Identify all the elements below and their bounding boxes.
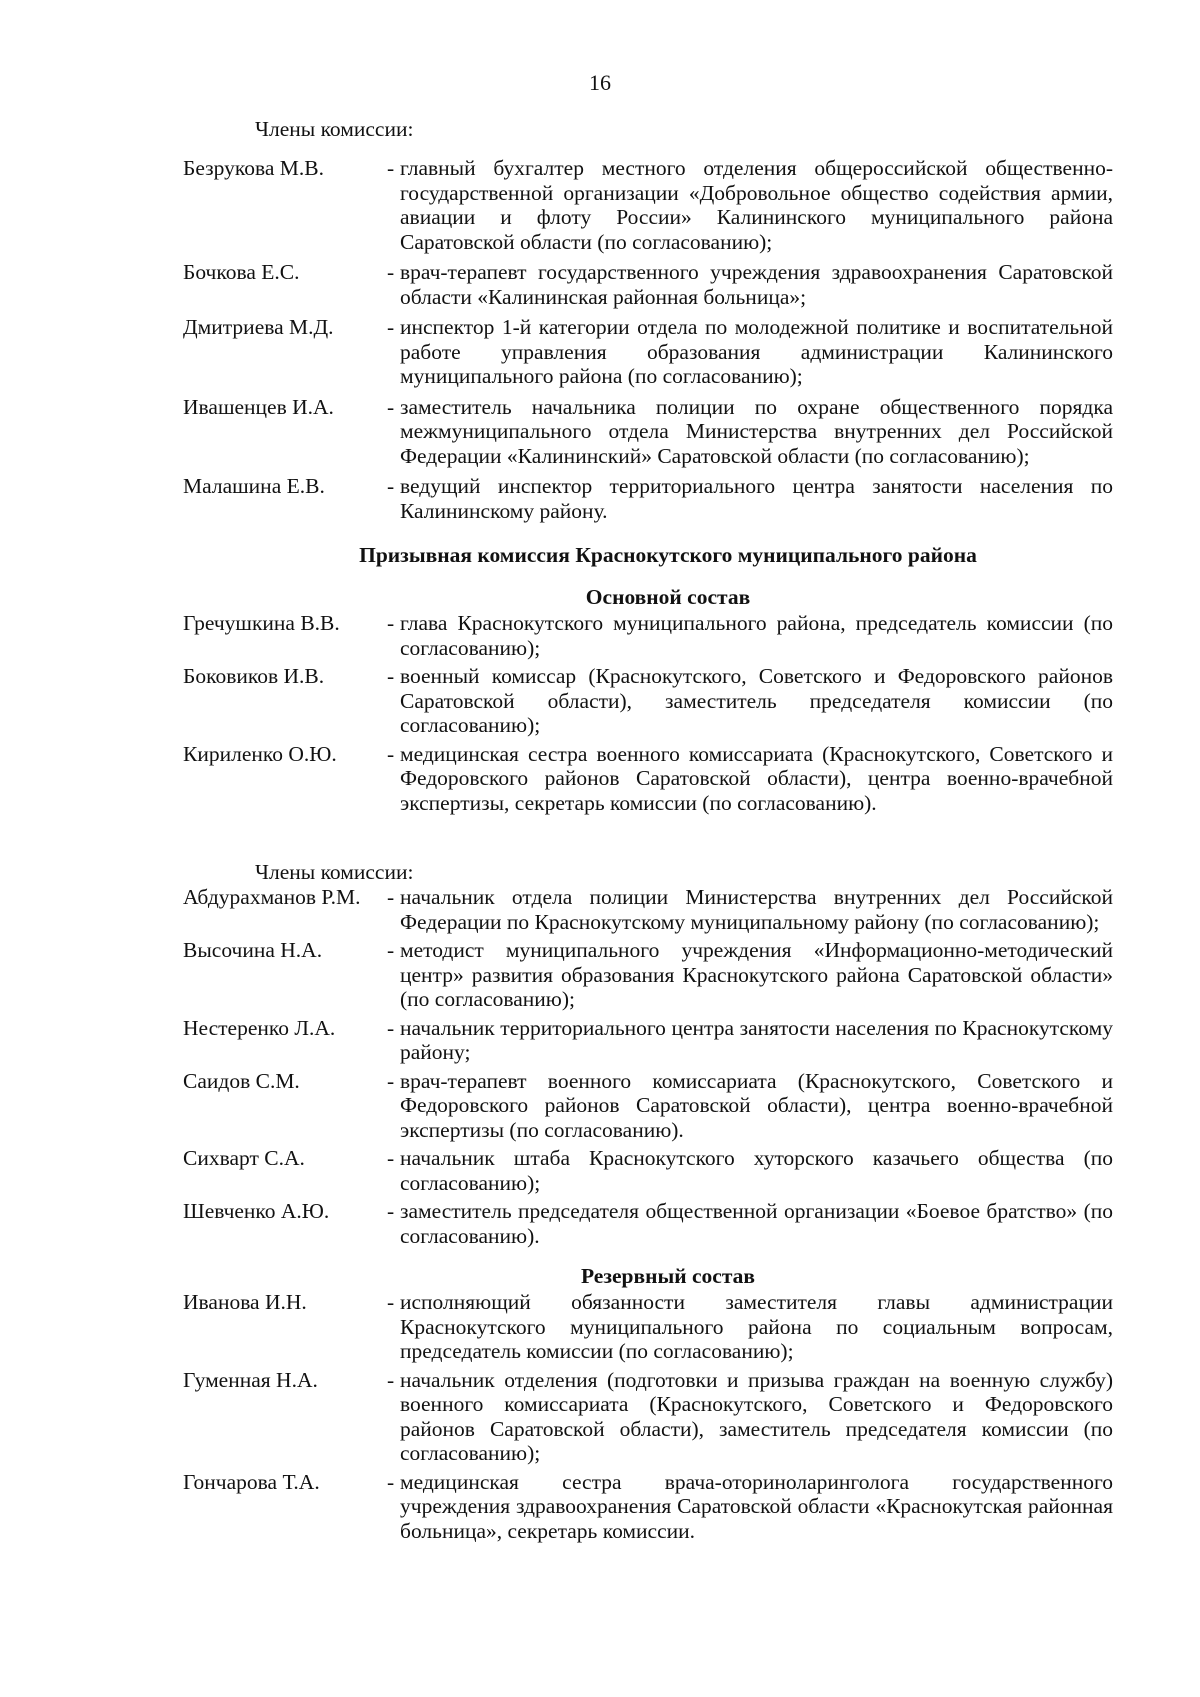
member-role: - военный комиссар (Краснокутского, Советского и Федоровского районов Саратовской области), заместитель председателя комиссии (по согласованию);: [383, 664, 1113, 738]
member-name: Ивашенцев И.А.: [183, 394, 334, 419]
member-role: - глава Краснокутского муниципального района, председатель комиссии (по согласованию);: [383, 611, 1113, 660]
main-composition-heading: Основной состав: [585, 585, 751, 609]
document-body: [183, 116, 1113, 1543]
member-role: - инспектор 1-й категории отдела по молодежной политике и воспитательной работе управления образования администрации Калининского муниципального района (по согласованию);: [383, 315, 1113, 389]
member-row: [183, 1290, 1113, 1364]
member-name: Сихварт С.А.: [183, 1146, 305, 1170]
member-role: - врач-терапевт государственного учреждения здравоохранения Саратовской области «Калининская районная больница»;: [383, 260, 1113, 309]
member-name: Высочина Н.А.: [183, 938, 323, 962]
member-role: - методист муниципального учреждения «Информационно-методический центр» развития образования Краснокутского района Саратовской области» (по согласованию);: [383, 938, 1113, 1012]
member-name: Малашина Е.В.: [183, 474, 325, 498]
member-row: [183, 1146, 1113, 1195]
member-row: [183, 1368, 1113, 1466]
main-composition-list: [183, 611, 1113, 815]
member-row: [183, 156, 1113, 254]
member-row: [183, 611, 1113, 660]
member-name: Боковиков И.В.: [183, 664, 325, 688]
members-label: Члены комиссии:: [255, 117, 414, 141]
reserve-composition-list: [183, 1290, 1113, 1543]
member-row: [183, 742, 1113, 816]
member-role: - ведущий инспектор территориального центра занятости населения по Калининскому району.: [383, 474, 1113, 523]
member-row: [183, 395, 1113, 469]
commission-title: Призывная комиссия Краснокутского муниципального района: [359, 543, 977, 567]
member-name: Безрукова М.В.: [183, 156, 324, 180]
member-role: - исполняющий обязанности заместителя главы администрации Краснокутского муниципального района по социальным вопросам, председатель комиссии (по согласованию);: [383, 1290, 1113, 1364]
member-row: [183, 315, 1113, 389]
member-role: - главный бухгалтер местного отделения общероссийской общественно-государственной организации «Добровольное общество содействия армии, авиации и флоту России» Калининского муниципального района Саратовской области (по согласованию);: [383, 156, 1113, 254]
member-name: Шевченко А.Ю.: [183, 1199, 330, 1223]
member-name: Иванова И.Н.: [183, 1290, 307, 1314]
member-role: - начальник территориального центра занятости населения по Краснокутскому району;: [383, 1016, 1113, 1065]
member-role: - медицинская сестра военного комиссариата (Краснокутского, Советского и Федоровского районов Саратовской области), центра военно-врачебной экспертизы, секретарь комиссии (по согласованию).: [383, 742, 1113, 816]
member-row: [183, 1470, 1113, 1544]
member-role: - медицинская сестра врача-оториноларинголога государственного учреждения здравоохранения Саратовской области «Краснокутская районная больница», секретарь комиссии.: [383, 1470, 1113, 1544]
member-role: - начальник штаба Краснокутского хуторского казачьего общества (по согласованию);: [383, 1146, 1113, 1195]
member-role: - врач-терапевт военного комиссариата (Краснокутского, Советского и Федоровского районов Саратовской области), центра военно-врачебной экспертизы (по согласованию).: [383, 1069, 1113, 1143]
member-name: Дмитриева М.Д.: [183, 315, 334, 339]
member-role: - начальник отдела полиции Министерства внутренних дел Российской Федерации по Краснокутскому муниципальному району (по согласованию);: [383, 885, 1113, 934]
member-row: [183, 664, 1113, 738]
member-name: Гуменная Н.А.: [183, 1367, 318, 1392]
members-label: Члены комиссии:: [255, 860, 414, 884]
member-row: [183, 1016, 1113, 1065]
member-name: Гончарова Т.А.: [183, 1469, 320, 1494]
member-name: Абдурахманов Р.М.: [183, 885, 361, 909]
member-row: [183, 1069, 1113, 1143]
section2-members-list: [183, 885, 1113, 1248]
page-number: 16: [589, 70, 611, 95]
member-name: Саидов С.М.: [183, 1068, 300, 1093]
member-role: - начальник отделения (подготовки и призыва граждан на военную службу) военного комиссариата (Краснокутского, Советского и Федоровского районов Саратовской области), заместитель председателя комиссии (по согласованию);: [383, 1368, 1113, 1466]
member-role: - заместитель председателя общественной организации «Боевое братство» (по согласованию).: [383, 1199, 1113, 1248]
member-role: - заместитель начальника полиции по охране общественного порядка межмуниципального отдела Министерства внутренних дел Российской Федерации «Калининский» Саратовской области (по согласованию);: [383, 395, 1113, 469]
member-name: Гречушкина В.В.: [183, 611, 340, 635]
reserve-composition-heading: Резервный состав: [580, 1264, 756, 1288]
section1-members-list: [183, 156, 1113, 523]
member-row: [183, 885, 1113, 934]
member-name: Кириленко О.Ю.: [183, 741, 337, 766]
member-name: Бочкова Е.С.: [183, 260, 300, 284]
member-row: [183, 1199, 1113, 1248]
member-name: Нестеренко Л.А.: [183, 1015, 336, 1040]
member-row: [183, 474, 1113, 523]
member-row: [183, 260, 1113, 309]
member-row: [183, 938, 1113, 1012]
